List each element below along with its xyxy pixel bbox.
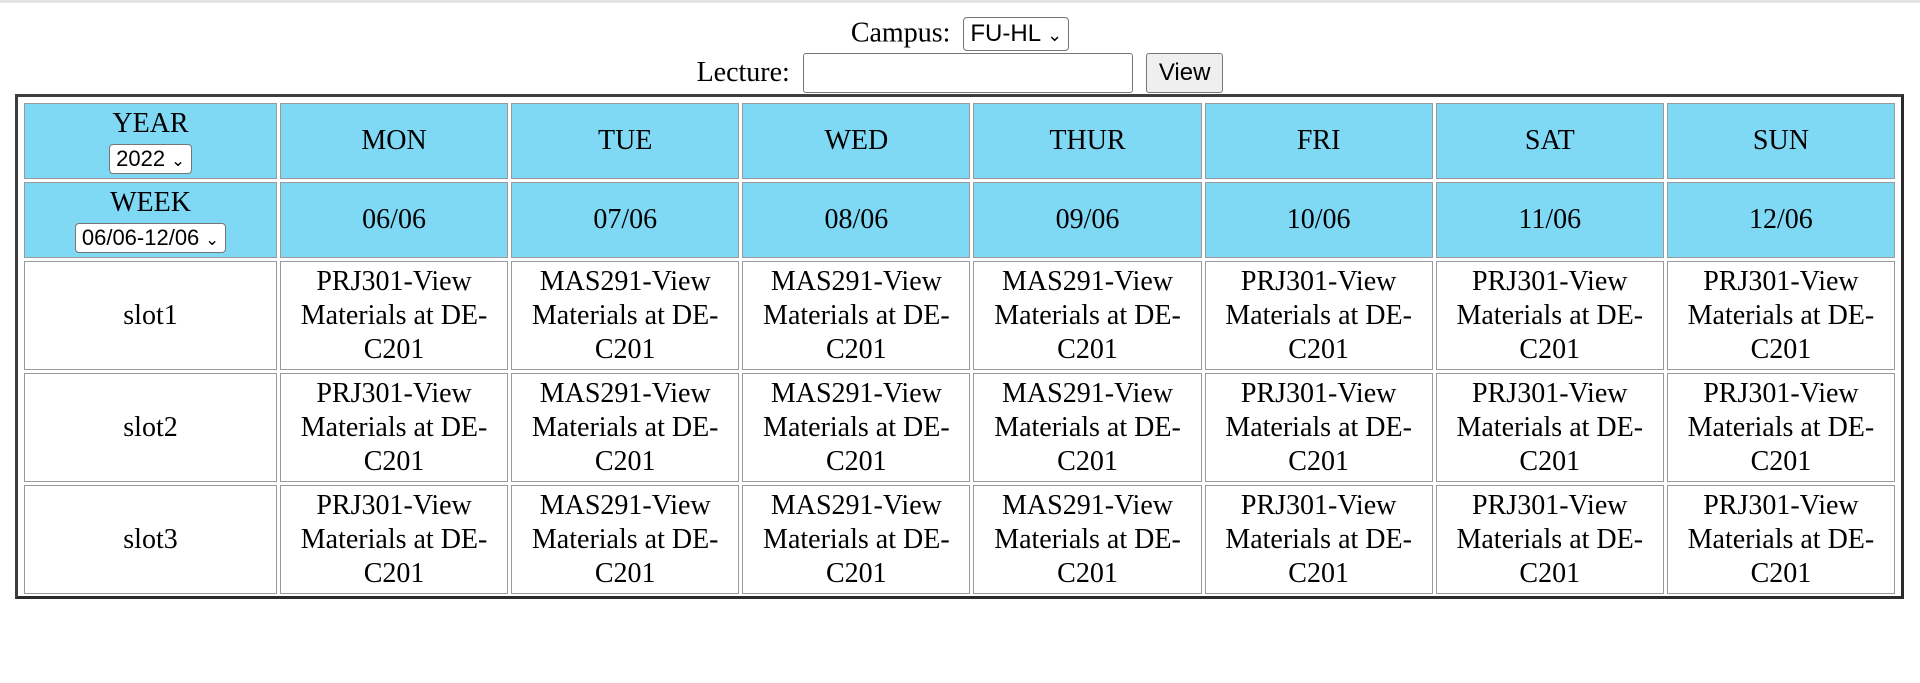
day-header-fri: FRI [1205, 103, 1433, 179]
lecture-label: Lecture: [696, 57, 790, 88]
year-select[interactable] [109, 144, 192, 174]
day-header-tue: TUE [511, 103, 739, 179]
day-header-wed: WED [742, 103, 970, 179]
slot-cell: MAS291-View Materials at DE-C201 [511, 373, 739, 482]
day-header-mon: MON [280, 103, 508, 179]
slot-cell: MAS291-View Materials at DE-C201 [742, 373, 970, 482]
day-header-sun: SUN [1667, 103, 1895, 179]
chevron-down-icon: ⌄ [1047, 24, 1063, 45]
chevron-down-icon: ⌄ [205, 230, 220, 249]
year-cell [24, 103, 277, 179]
day-header-thur: THUR [973, 103, 1201, 179]
campus-selected-value: FU-HL [970, 19, 1042, 47]
slot-cell: PRJ301-View Materials at DE-C201 [280, 485, 508, 594]
timetable [15, 94, 1904, 599]
day-header-row [24, 103, 1895, 179]
lecture-input[interactable] [803, 53, 1133, 93]
date-header-sat: 11/06 [1436, 182, 1664, 258]
week-label: WEEK [110, 187, 191, 218]
week-cell [24, 182, 277, 258]
top-divider [0, 0, 1920, 3]
slot-cell: MAS291-View Materials at DE-C201 [511, 485, 739, 594]
week-select[interactable] [75, 223, 226, 253]
slot-cell: PRJ301-View Materials at DE-C201 [1205, 373, 1433, 482]
year-label: YEAR [112, 108, 189, 139]
campus-label: Campus: [850, 17, 951, 49]
slot-cell: MAS291-View Materials at DE-C201 [742, 261, 970, 370]
slot-cell: PRJ301-View Materials at DE-C201 [1205, 485, 1433, 594]
slot-label: slot2 [24, 373, 277, 482]
date-header-mon: 06/06 [280, 182, 508, 258]
slot-cell: PRJ301-View Materials at DE-C201 [1667, 261, 1895, 370]
slot-label: slot3 [24, 485, 277, 594]
slot-cell: MAS291-View Materials at DE-C201 [973, 261, 1201, 370]
slot-cell: PRJ301-View Materials at DE-C201 [280, 373, 508, 482]
slot-row [24, 373, 1895, 482]
year-selected-value: 2022 [116, 145, 166, 171]
slot-cell: PRJ301-View Materials at DE-C201 [1436, 485, 1664, 594]
slot-cell: MAS291-View Materials at DE-C201 [973, 485, 1201, 594]
slot-cell: PRJ301-View Materials at DE-C201 [1205, 261, 1433, 370]
campus-row [0, 16, 1920, 54]
date-header-thur: 09/06 [973, 182, 1201, 258]
week-selected-value: 06/06-12/06 [81, 224, 200, 250]
slot-cell: PRJ301-View Materials at DE-C201 [280, 261, 508, 370]
slot-label: slot1 [24, 261, 277, 370]
date-header-wed: 08/06 [742, 182, 970, 258]
lecture-row [0, 53, 1920, 93]
slot-row [24, 485, 1895, 594]
view-button[interactable]: View [1146, 53, 1224, 93]
slot-cell: PRJ301-View Materials at DE-C201 [1436, 373, 1664, 482]
slot-cell: PRJ301-View Materials at DE-C201 [1667, 373, 1895, 482]
date-header-sun: 12/06 [1667, 182, 1895, 258]
slot-cell: MAS291-View Materials at DE-C201 [742, 485, 970, 594]
date-header-tue: 07/06 [511, 182, 739, 258]
date-header-row [24, 182, 1895, 258]
date-header-fri: 10/06 [1205, 182, 1433, 258]
slot-cell: MAS291-View Materials at DE-C201 [511, 261, 739, 370]
slot-cell: PRJ301-View Materials at DE-C201 [1436, 261, 1664, 370]
day-header-sat: SAT [1436, 103, 1664, 179]
campus-select[interactable] [963, 17, 1069, 51]
slot-cell: MAS291-View Materials at DE-C201 [973, 373, 1201, 482]
slot-cell: PRJ301-View Materials at DE-C201 [1667, 485, 1895, 594]
timetable-grid [21, 100, 1898, 597]
chevron-down-icon: ⌄ [171, 151, 185, 170]
slot-row [24, 261, 1895, 370]
